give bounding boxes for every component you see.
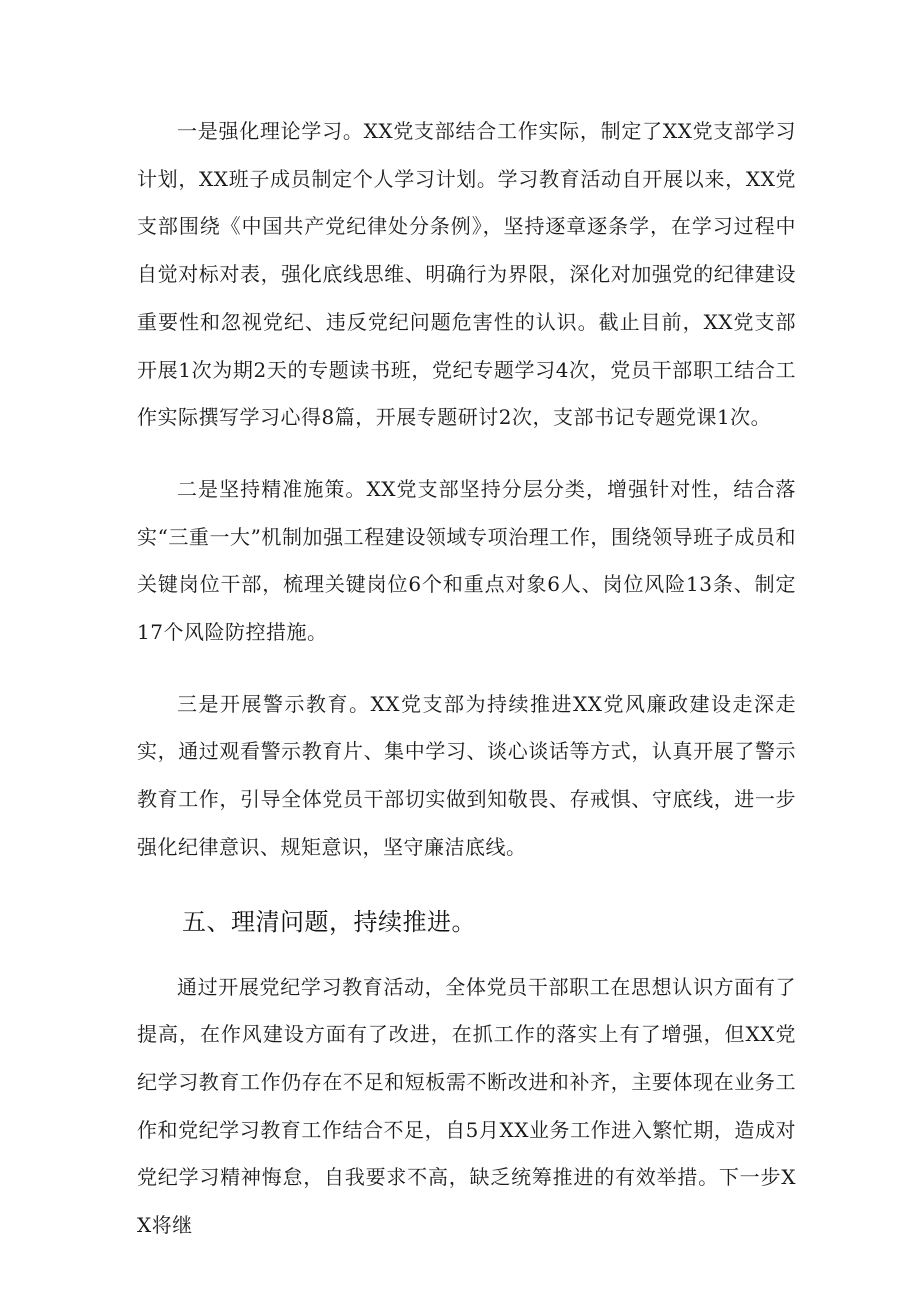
paragraph-problems: 通过开展党纪学习教育活动，全体党员干部职工在思想认识方面有了提高，在作风建设方面有了改进，在抓工作的落实上有了增强，但XX党纪学习教育工作仍存在不足和短板需不断改进和补齐，主要体现在业务工作和党纪学习教育工作结合不足，自5月XX业务工作进入繁忙期，造成对党纪学习精神悔怠，自我要求不高，缺乏统筹推进的有效举措。下一步XX将继 [137,974,796,1238]
paragraph-theory-study: 一是强化理论学习。XX党支部结合工作实际，制定了XX党支部学习计划，XX班子成员制定个人学习计划。学习教育活动自开展以来，XX党支部围绕《中国共产党纪律处分条例》，坚持逐章逐条学，在学习过程中自觉对标对表，强化底线思维、明确行为界限，深化对加强党的纪律建设重要性和忽视党纪、违反党纪问题危害性的认识。截止目前，XX党支部开展1次为期2天的专题读书班，党纪专题学习4次，党员干部职工结合工作实际撰写学习心得8篇，开展专题研讨2次，支部书记专题党课1次。 [137,119,796,430]
paragraph-precise-measures: 二是坚持精准施策。XX党支部坚持分层分类，增强针对性，结合落实“三重一大”机制加强工程建设领域专项治理工作，围绕领导班子成员和关键岗位干部，梳理关键岗位6个和重点对象6人、岗位风险13条、制定17个风险防控措施。 [137,476,796,645]
paragraph-warning-education: 三是开展警示教育。XX党支部为持续推进XX党风廉政建设走深走实，通过观看警示教育片、集中学习、谈心谈话等方式，认真开展了警示教育工作，引导全体党员干部切实做到知敬畏、存戒惧、守底线，进一步强化纪律意识、规矩意识，坚守廉洁底线。 [137,691,796,859]
section-heading: 五、理清问题，持续推进。 [182,907,476,936]
